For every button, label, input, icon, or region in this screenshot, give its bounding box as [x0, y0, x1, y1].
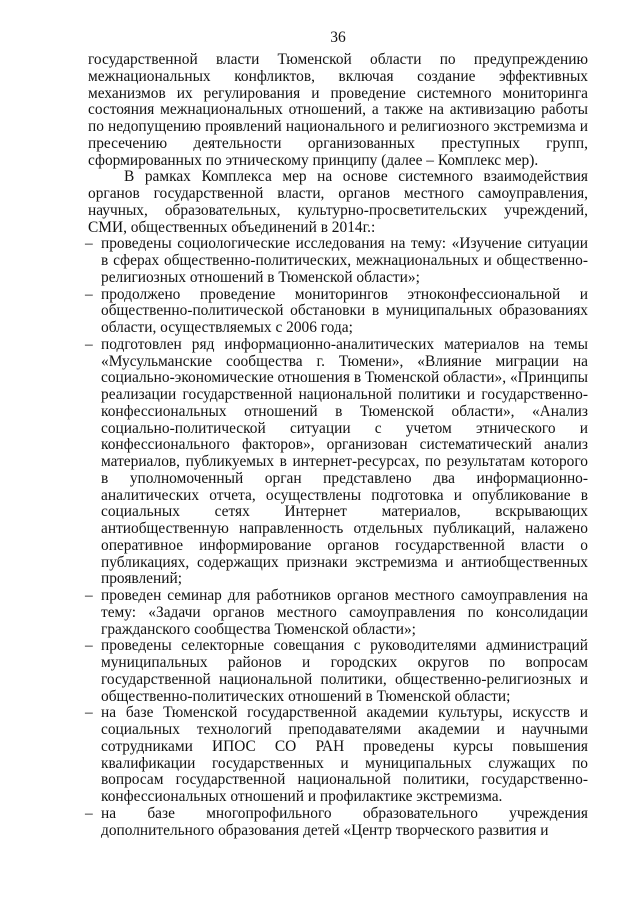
dash-marker: –: [85, 637, 93, 655]
dash-marker: –: [85, 704, 93, 722]
dash-marker: –: [85, 235, 93, 253]
list-item: [85, 804, 588, 840]
paragraph-intro: В рамках Комплекса мер на основе системного взаимодействия органов государственной власти, органов местного самоуправления, научных, образовательных, культурно-просветительских учреждений, СМИ, общественных объединений в 2014г.:: [88, 168, 588, 236]
dash-marker: –: [85, 335, 93, 353]
list-item-text: проведены социологические исследования на тему: «Изучение ситуации в сферах общественно-политических, межнациональных и общественно-религиозных отношений в Тюменской области»;: [101, 235, 588, 286]
list-item: [85, 235, 588, 286]
dash-marker: –: [85, 285, 93, 303]
list-item-text: продолжено проведение мониторингов этноконфессиональной и общественно-политической обстановки в муниципальных образованиях области, осуществляемых с 2006 года;: [101, 285, 588, 336]
list-item: [85, 704, 588, 806]
list-item: [85, 285, 588, 337]
dash-marker: –: [85, 587, 93, 604]
list-item-text: на базе Тюменской государственной академии культуры, искусств и социальных технологий преподавателями академии и научными сотрудниками ИПОС СО РАН проведены курсы повышения квалификации государственных и муниципальных служащих по вопросам государственной национальной политики, государственно-конфессиональных отношений и профилактике экстремизма.: [101, 704, 588, 805]
list-item-text: проведены селекторные совещания с руководителями администраций муниципальных районов и городских округов по вопросам государственной национальной политики, общественно-религиозных и общественно-политических отношений в Тюменской области;: [101, 637, 588, 705]
paragraph-continuation: государственной власти Тюменской области по предупреждению межнациональных конфликтов, включая создание эффективных механизмов их регулирования и проведение системного мониторинга состояния межнациональных отношений, а также на активизацию работы по недопущению проявлений национального и религиозного экстремизма и пресечению деятельности организованных преступных групп, сформированных по этническому принципу (далее – Комплекс мер).: [88, 51, 588, 169]
list-item-text: на базе многопрофильного образовательного учреждения дополнительного образования детей «Центр творческого развития и: [101, 804, 588, 839]
list-item: [85, 587, 588, 638]
list-item-text: проведен семинар для работников органов местного самоуправления на тему: «Задачи органов местного самоуправления по консолидации гражданского сообщества Тюменской области»;: [101, 587, 588, 638]
list-item: [85, 637, 588, 705]
list-item-text: подготовлен ряд информационно-аналитических материалов на темы «Мусульманские сообщества г. Тюмени», «Влияние миграции на социально-экономические отношения в Тюменской области», «Принципы реализации государственной национальной политики и государственно-конфессиональных отношений в Тюменской области», «Анализ социально-политической ситуации с учетом этнического и конфессионального факторов», организован систематический анализ материалов, публикуемых в интернет-ресурсах, по результатам которого в уполномоченный орган представлено два информационно-аналитических отчета, осуществлены подготовка и опубликование в социальных сетях Интернет материалов, вскрывающих антиобщественную направленность отдельных публикаций, налажено оперативное информирование органов государственной власти о публикациях, содержащих признаки экстремизма и антиобщественных проявлений;: [101, 335, 588, 588]
measures-list: [85, 235, 588, 839]
list-item: [85, 335, 588, 588]
dash-marker: –: [85, 804, 93, 822]
page-number: 36: [330, 29, 346, 46]
